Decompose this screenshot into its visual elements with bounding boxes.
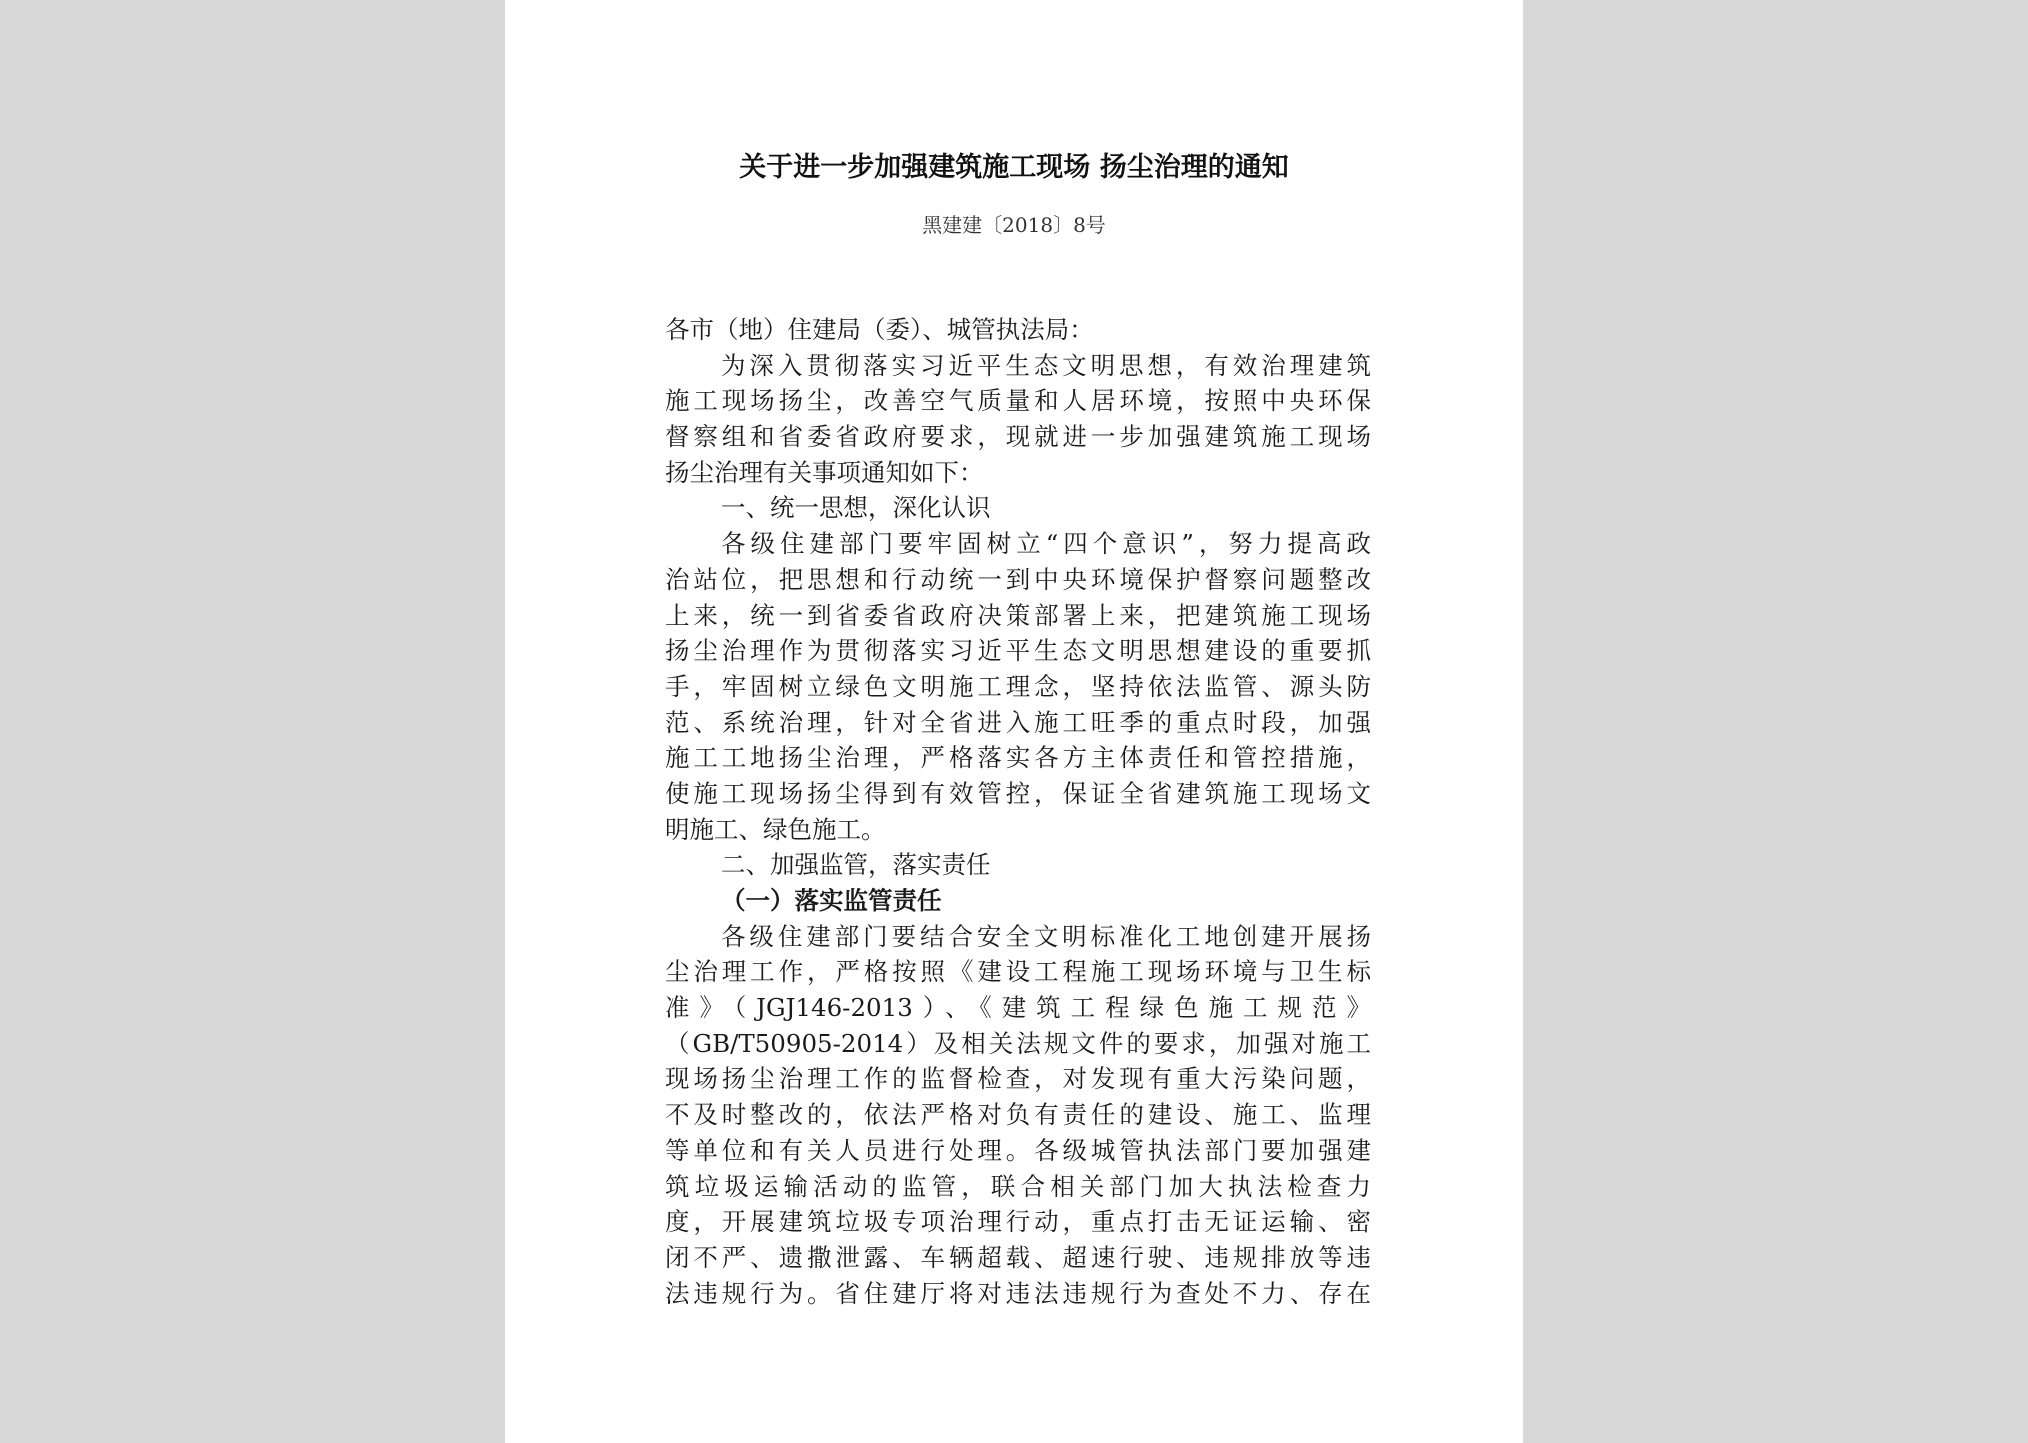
body-text-line: 施工现场扬尘，改善空气质量和人居环境，按照中央环保 (665, 386, 1371, 416)
body-text-line: 度，开展建筑垃圾专项治理行动，重点打击无证运输、密 (665, 1207, 1371, 1237)
body-text-line: 各级住建部门要结合安全文明标准化工地创建开展扬 (721, 921, 1371, 951)
body-text-line: 等单位和有关人员进行处理。各级城管执法部门要加强建 (665, 1135, 1371, 1165)
body-text-line: 扬尘治理作为贯彻落实习近平生态文明思想建设的重要抓 (665, 636, 1371, 666)
body-text-line: 范、系统治理，针对全省进入施工旺季的重点时段，加强 (665, 707, 1371, 737)
body-text-line: 施工工地扬尘治理，严格落实各方主体责任和管控措施， (665, 743, 1371, 773)
body-text-line: 各级住建部门要牢固树立“四个意识”，努力提高政 (721, 529, 1371, 559)
body-text-line: 手，牢固树立绿色文明施工理念，坚持依法监管、源头防 (665, 671, 1371, 701)
body-text-line: 现场扬尘治理工作的监督检查，对发现有重大污染问题， (665, 1064, 1371, 1094)
document-title: 关于进一步加强建筑施工现场 扬尘治理的通知 (739, 152, 1289, 183)
body-text-line: 督察组和省委省政府要求，现就进一步加强建筑施工现场 (665, 422, 1371, 452)
body-text-line: （GB/T50905-2014）及相关法规文件的要求，加强对施工 (665, 1028, 1371, 1058)
body-text-line: 一、统一思想，深化认识 (721, 493, 991, 523)
body-text-line: 不及时整改的，依法严格对负有责任的建设、施工、监理 (665, 1100, 1371, 1130)
body-text-line: 筑垃圾运输活动的监管，联合相关部门加大执法检查力 (665, 1171, 1371, 1201)
body-text-line: 扬尘治理有关事项通知如下： (665, 457, 984, 487)
document-page (505, 0, 1523, 1443)
document-number: 黑建建〔2018〕8号 (922, 213, 1106, 237)
document-body (665, 312, 1371, 1311)
body-text-line: 法违规行为。省住建厅将对违法违规行为查处不力、存在 (665, 1278, 1371, 1308)
body-text-line: 闭不严、遗撒泄露、车辆超载、超速行驶、违规排放等违 (665, 1242, 1371, 1272)
body-text-line: 二、加强监管，落实责任 (721, 850, 991, 880)
body-text-line: 上来，统一到省委省政府决策部署上来，把建筑施工现场 (665, 600, 1371, 630)
body-text-line: 为深入贯彻落实习近平生态文明思想，有效治理建筑 (721, 350, 1371, 380)
body-text-line: 明施工、绿色施工。 (665, 814, 886, 844)
body-text-line: 各市（地）住建局（委）、城管执法局： (665, 315, 1094, 344)
body-text-line: 尘治理工作，严格按照《建设工程施工现场环境与卫生标 (665, 957, 1371, 987)
body-text-line: 使施工现场扬尘得到有效管控，保证全省建筑施工现场文 (665, 778, 1371, 808)
section-subheading: （一）落实监管责任 (721, 886, 942, 915)
body-text-line: 治站位，把思想和行动统一到中央环境保护督察问题整改 (665, 564, 1371, 594)
body-text-line: 准》（JGJ146-2013）、《建筑工程绿色施工规范》 (665, 993, 1371, 1023)
